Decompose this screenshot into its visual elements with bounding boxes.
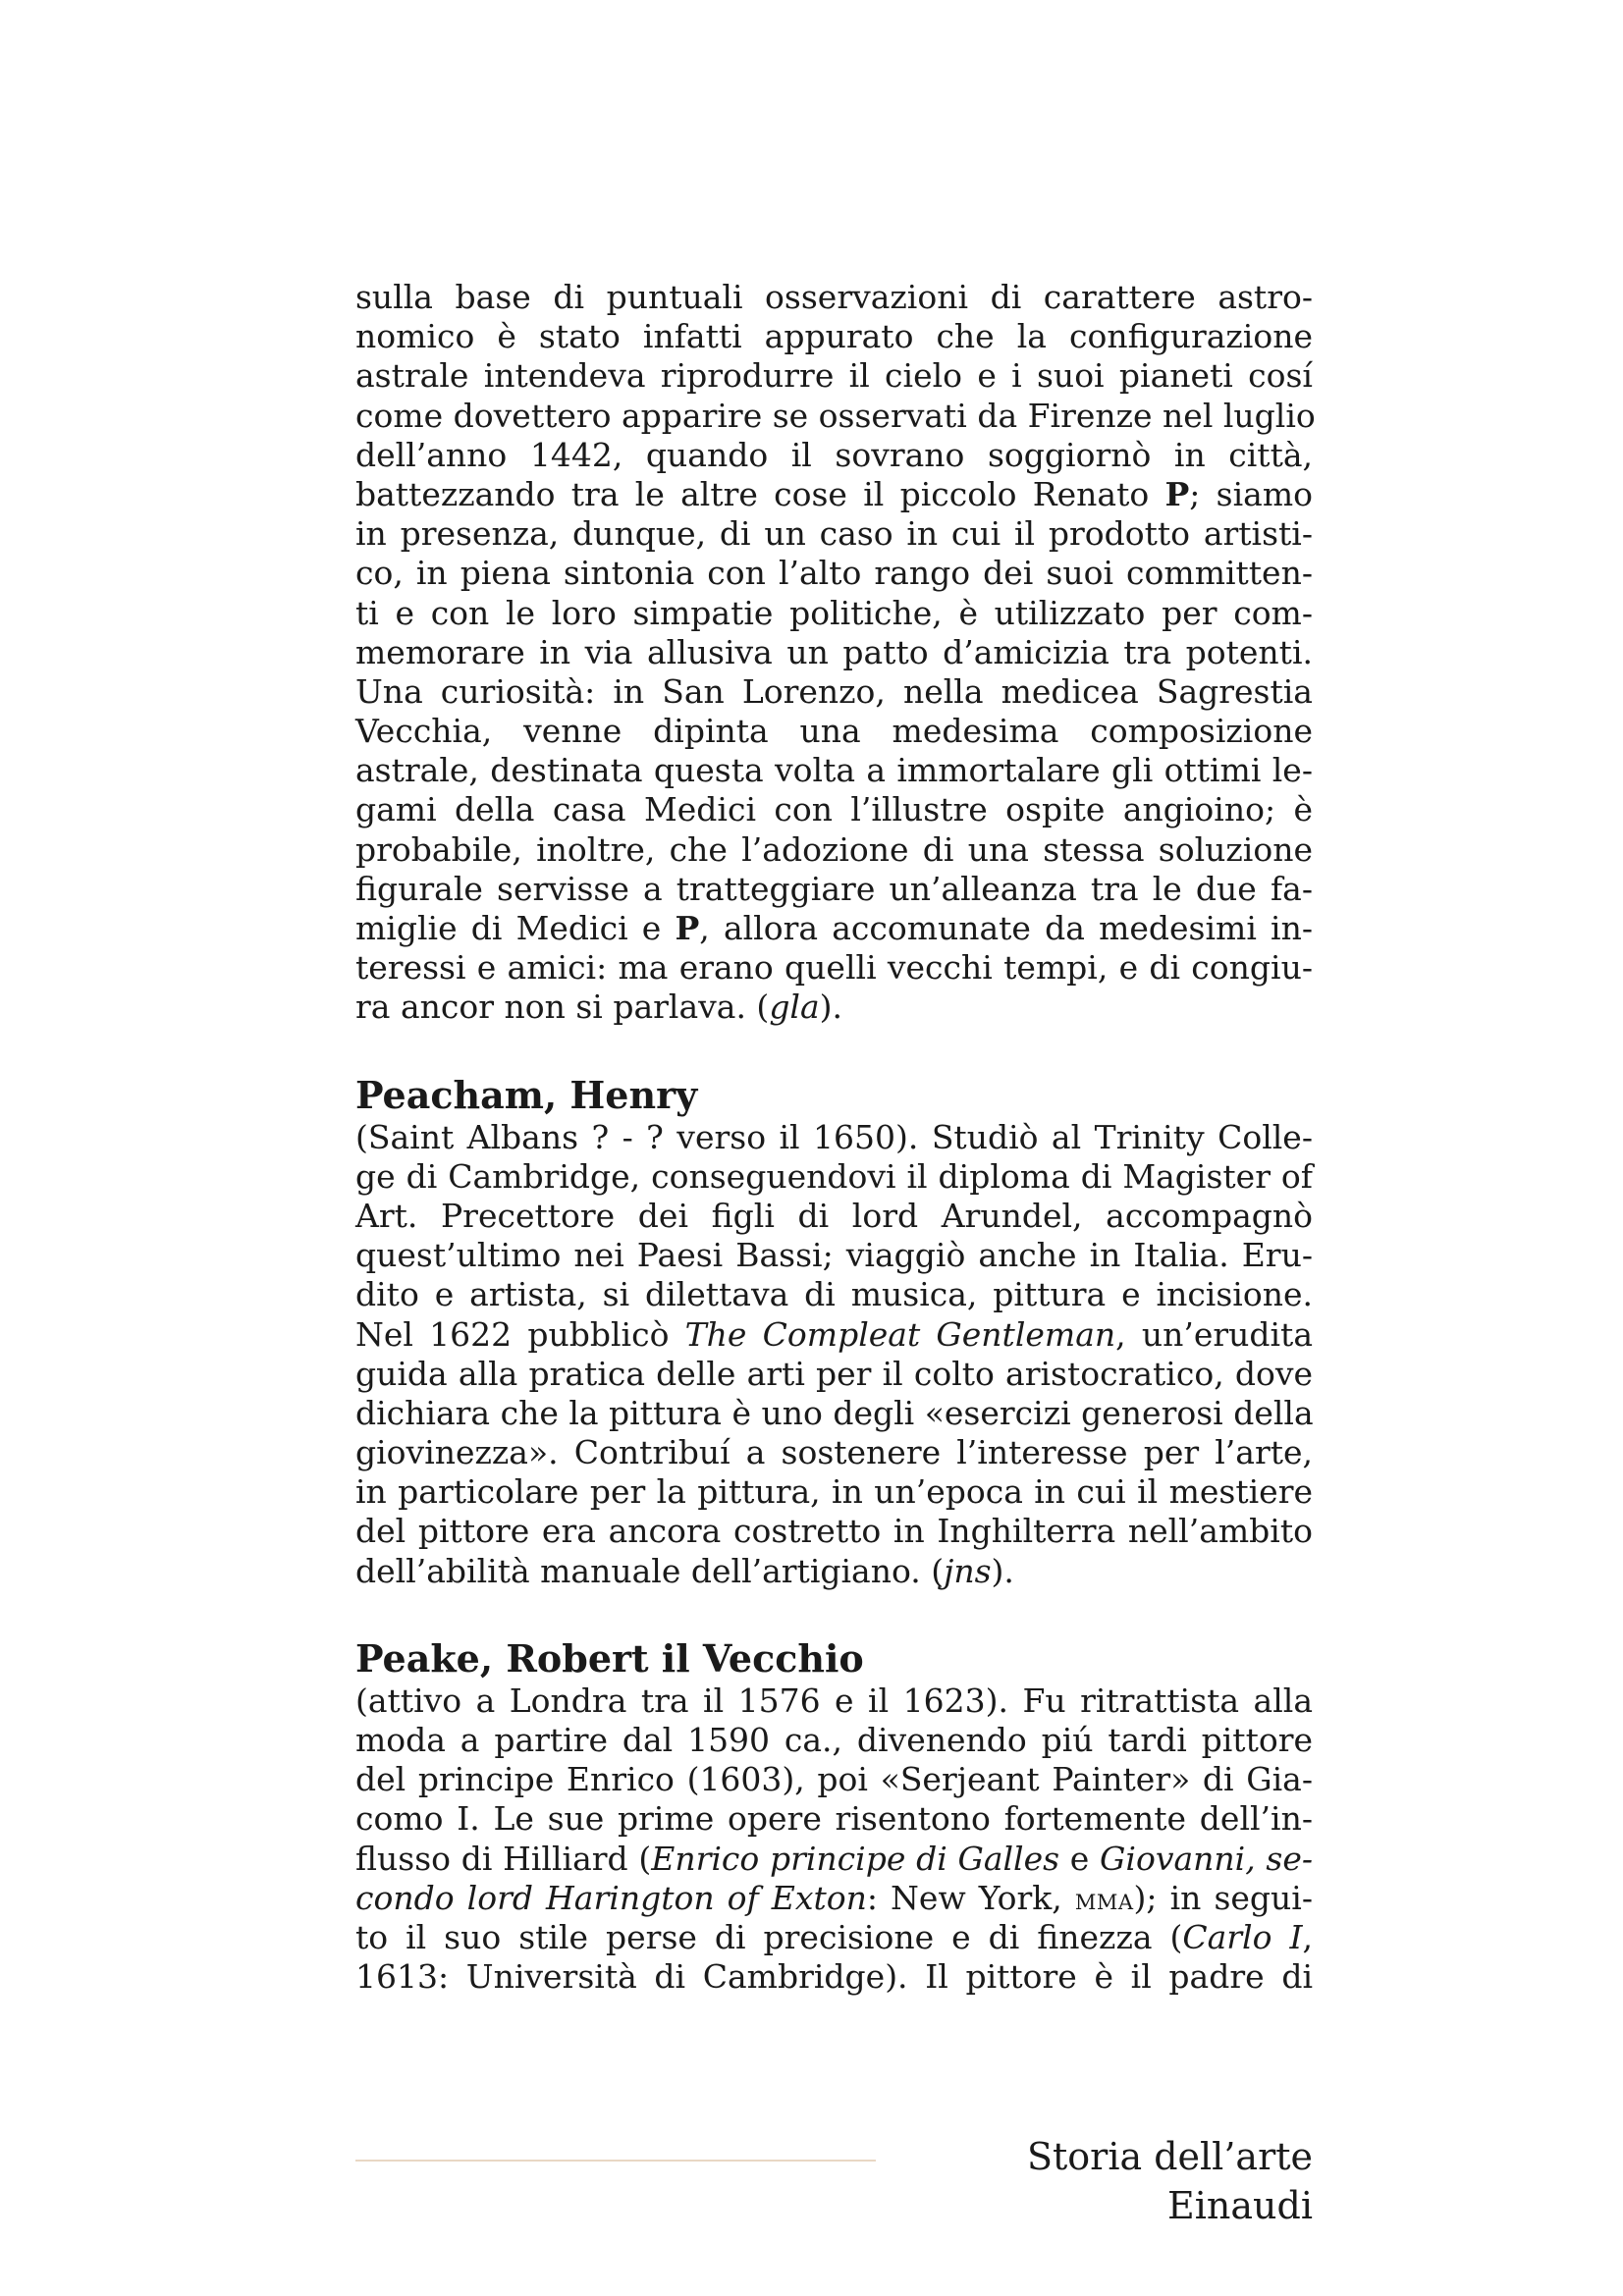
text-line: flusso di Hilliard (Enrico principe di Galles e Giovanni, se- xyxy=(355,1839,1314,1878)
text-line: Art. Precettore dei figli di lord Arundel, accompagnò xyxy=(355,1196,1313,1235)
text-line: (Saint Albans ? - ? verso il 1650). Studiò al Trinity Colle- xyxy=(355,1117,1313,1156)
text-line: quest’ultimo nei Paesi Bassi; viaggiò anche in Italia. Eru- xyxy=(355,1236,1313,1275)
text-line: in presenza, dunque, di un caso in cui il prodotto artisti- xyxy=(355,514,1313,554)
text-line: astrale intendeva riprodurre il cielo e i suoi pianeti cosí xyxy=(355,356,1313,396)
text-line: sulla base di puntuali osservazioni di carattere astro- xyxy=(355,278,1313,316)
entry-heading: Peake, Robert il Vecchio xyxy=(355,1635,864,1681)
text-line: Vecchia, venne dipinta una medesima composizione xyxy=(355,712,1313,751)
text-line: battezzando tra le altre cose il piccolo Renato P; siamo xyxy=(355,474,1313,513)
text-line: moda a partire dal 1590 ca., divenendo piú tardi pittore xyxy=(355,1721,1313,1759)
page-body xyxy=(355,278,1316,1997)
text-line: ti e con le loro simpatie politiche, è utilizzato per com- xyxy=(355,593,1313,632)
text-line: probabile, inoltre, che l’adozione di una stessa soluzione xyxy=(355,829,1313,869)
text-line: guida alla pratica delle arti per il colto aristocratico, dove xyxy=(355,1354,1313,1393)
intro-paragraph xyxy=(355,278,1316,1028)
text-line: condo lord Harington of Exton: New York, mma); in segui- xyxy=(355,1878,1313,1917)
footer-rule xyxy=(355,2160,876,2162)
text-line: in particolare per la pittura, in un’epoca in cui il mestiere xyxy=(355,1472,1313,1512)
text-line: ra ancor non si parlava. (gla). xyxy=(355,988,843,1027)
text-line: gami della casa Medici con l’illustre ospite angioino; è xyxy=(355,790,1313,829)
entry-peake xyxy=(355,1636,1313,1998)
text-line: 1613: Università di Cambridge). Il pittore è il padre di xyxy=(355,1957,1313,1997)
text-line: co, in piena sintonia con l’alto rango dei suoi committen- xyxy=(355,554,1313,593)
text-line: ge di Cambridge, conseguendovi il diploma di Magister of xyxy=(355,1156,1313,1196)
entry-peacham xyxy=(355,1073,1313,1591)
text-line: dell’abilità manuale dell’artigiano. (jns). xyxy=(355,1551,1014,1590)
text-line: del pittore era ancora costretto in Inghilterra nell’ambito xyxy=(355,1512,1313,1551)
text-line: giovinezza». Contribuí a sostenere l’interesse per l’arte, xyxy=(355,1433,1313,1472)
text-line: miglie di Medici e P, allora accomunate da medesimi in- xyxy=(355,909,1313,947)
entry-heading: Peacham, Henry xyxy=(355,1072,698,1117)
text-line: come dovettero apparire se osservati da Firenze nel luglio xyxy=(355,396,1316,435)
text-line: dell’anno 1442, quando il sovrano soggiornò in città, xyxy=(355,435,1313,474)
text-line: (attivo a Londra tra il 1576 e il 1623). Fu ritrattista alla xyxy=(355,1681,1313,1720)
text-line: to il suo stile perse di precisione e di finezza (Carlo I, xyxy=(355,1917,1313,1956)
text-line: memorare in via allusiva un patto d’amicizia tra potenti. xyxy=(355,632,1313,671)
text-line: dito e artista, si dilettava di musica, pittura e incisione. xyxy=(355,1275,1313,1314)
text-line: figurale servisse a tratteggiare un’alleanza tra le due fa- xyxy=(355,869,1313,908)
text-line: Una curiosità: in San Lorenzo, nella medicea Sagrestia xyxy=(355,671,1313,711)
text-line: nomico è stato infatti appurato che la configurazione xyxy=(355,317,1313,356)
text-line: astrale, destinata questa volta a immortalare gli ottimi le- xyxy=(355,751,1313,790)
text-line: como I. Le sue prime opere risentono fortemente dell’in- xyxy=(355,1799,1313,1839)
text-line: Nel 1622 pubblicò The Compleat Gentleman, un’erudita xyxy=(355,1314,1313,1354)
text-line: teressi e amici: ma erano quelli vecchi tempi, e di congiu- xyxy=(355,948,1313,988)
footer-title: Storia dell’arte Einaudi xyxy=(1026,2135,1313,2227)
text-line: del principe Enrico (1603), poi «Serjeant Painter» di Gia- xyxy=(355,1760,1313,1799)
text-line: dichiara che la pittura è uno degli «esercizi generosi della xyxy=(355,1393,1314,1432)
